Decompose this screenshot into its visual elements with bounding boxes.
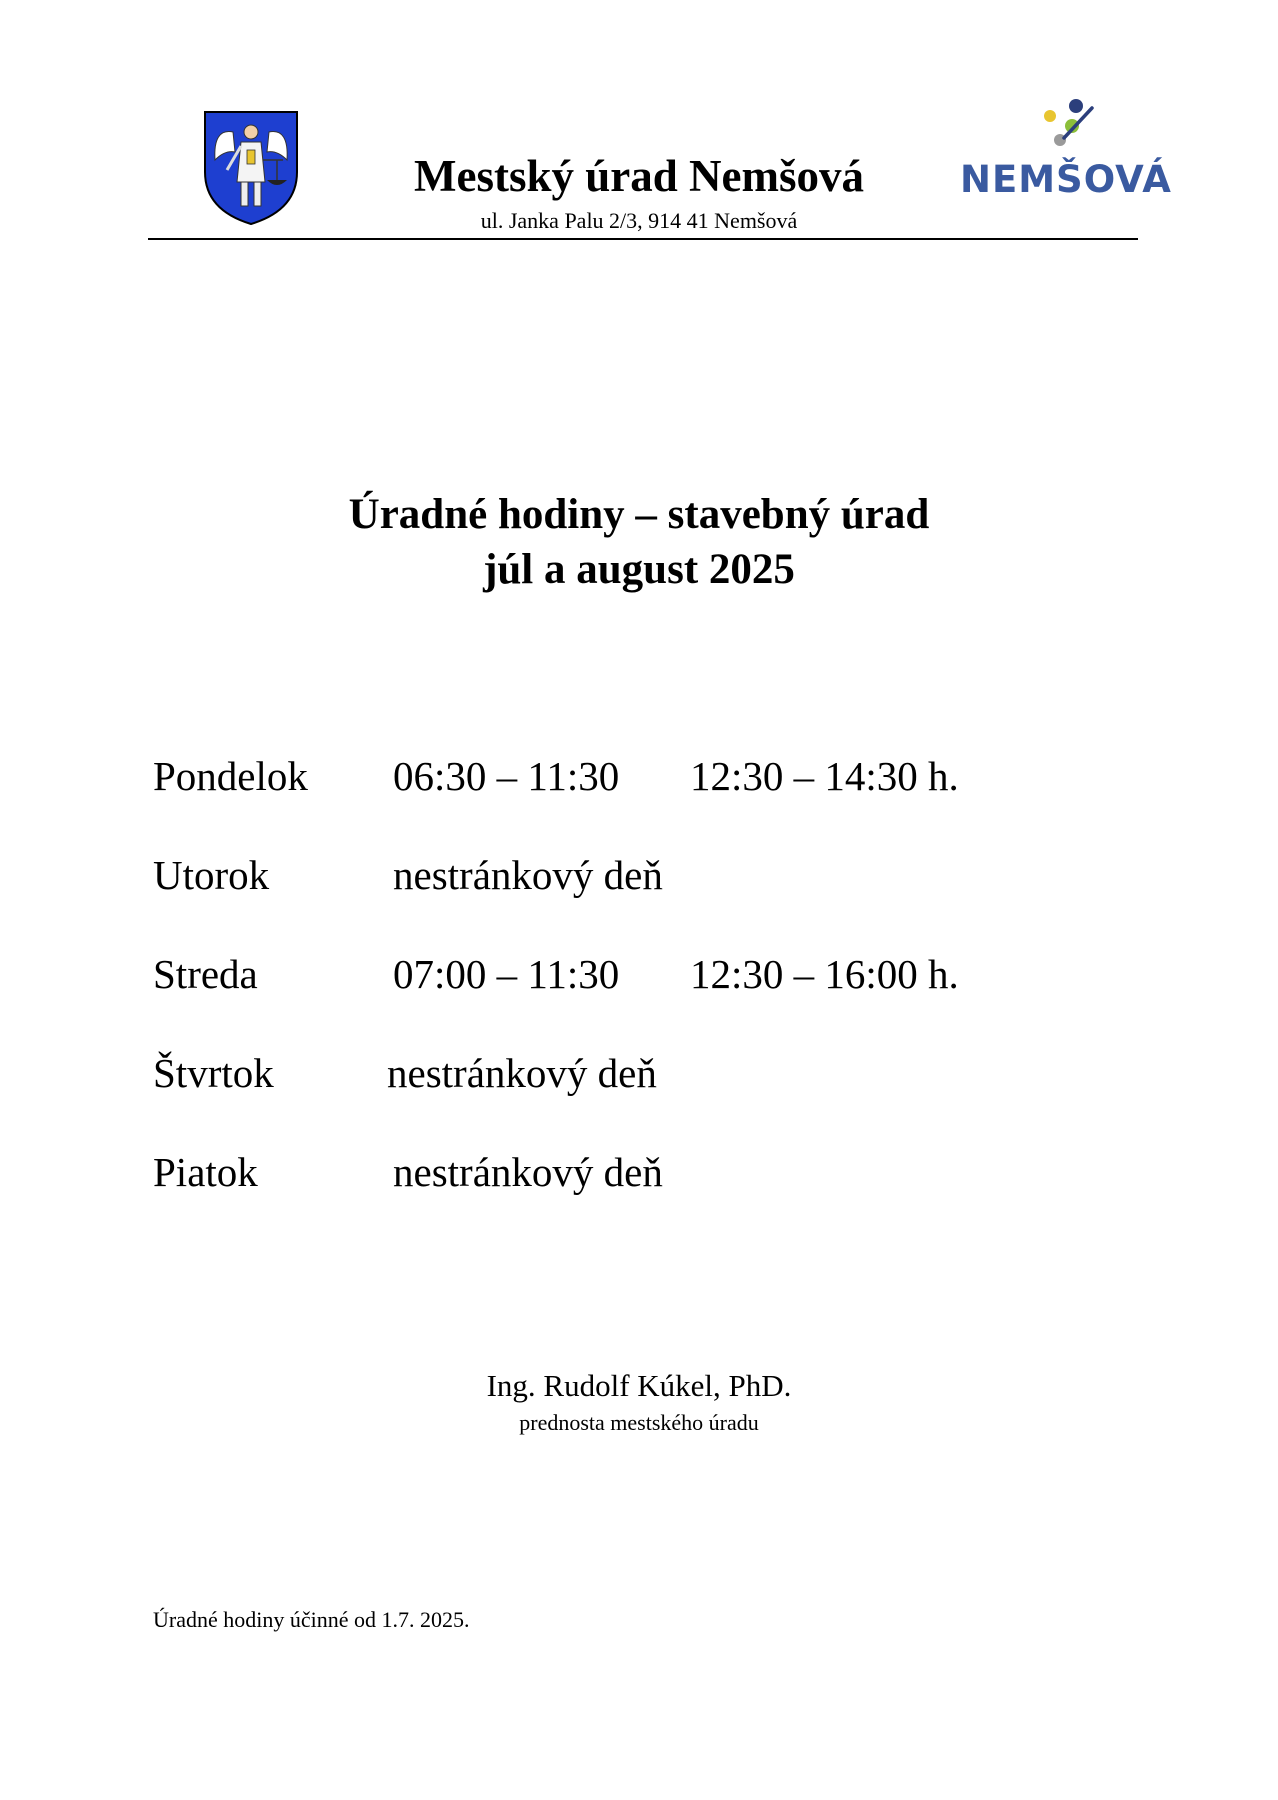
hours-morning: 06:30 – 11:30 — [393, 753, 620, 799]
hours-morning: 07:00 – 11:30 — [393, 951, 620, 997]
day-label: Pondelok — [153, 753, 308, 799]
schedule-row — [0, 1148, 1278, 1208]
coat-of-arms-icon — [203, 110, 299, 226]
day-label: Streda — [153, 951, 258, 997]
schedule-row — [0, 1049, 1278, 1109]
page-subtitle: júl a august 2025 — [483, 546, 795, 593]
hours-afternoon: 12:30 – 16:00 h. — [690, 951, 959, 997]
hours-morning: nestránkový deň — [393, 852, 663, 898]
hours-afternoon: 12:30 – 14:30 h. — [690, 753, 959, 799]
brand-name: NEMŠOVÁ — [960, 158, 1172, 201]
day-label: Piatok — [153, 1149, 258, 1195]
hours-morning: nestránkový deň — [387, 1050, 657, 1096]
office-name: Mestský úrad Nemšová — [414, 151, 864, 201]
schedule-row — [0, 851, 1278, 911]
office-address: ul. Janka Palu 2/3, 914 41 Nemšová — [480, 208, 798, 233]
hours-morning: nestránkový deň — [393, 1149, 663, 1195]
header-divider — [148, 238, 1138, 240]
schedule-row — [0, 950, 1278, 1010]
signatory-name: Ing. Rudolf Kúkel, PhD. — [486, 1368, 792, 1403]
effective-date-note: Úradné hodiny účinné od 1.7. 2025. — [153, 1607, 470, 1632]
signatory-role: prednosta mestského úradu — [519, 1410, 759, 1435]
schedule-row — [0, 752, 1278, 812]
page-title: Úradné hodiny – stavebný úrad — [348, 491, 930, 538]
day-label: Utorok — [153, 852, 270, 898]
day-label: Štvrtok — [153, 1050, 274, 1096]
